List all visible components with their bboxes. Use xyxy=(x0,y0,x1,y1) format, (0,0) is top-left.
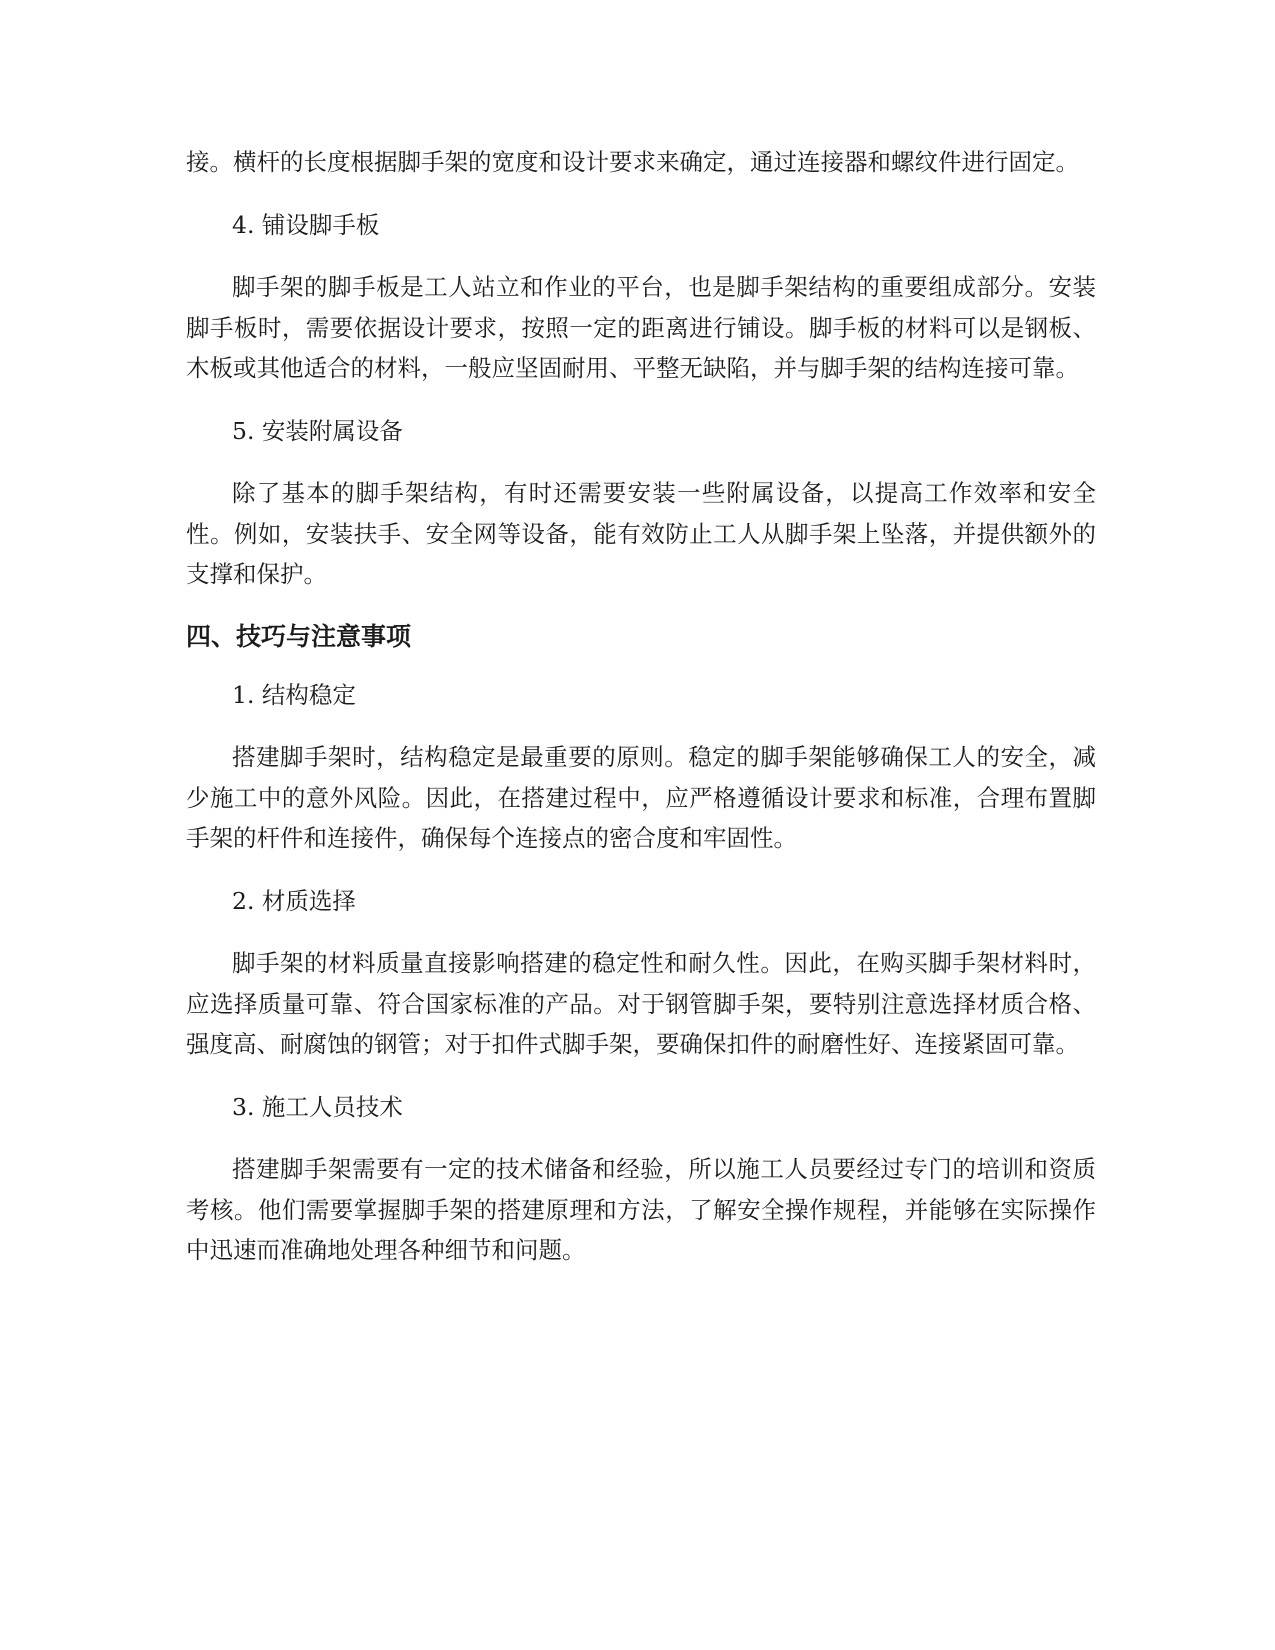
paragraph-accessories: 除了基本的脚手架结构，有时还需要安装一些附属设备，以提高工作效率和安全性。例如，安装扶手、安全网等设备，能有效防止工人从脚手架上坠落，并提供额外的支撑和保护。 xyxy=(186,479,1096,588)
paragraph-lay-boards: 脚手架的脚手板是工人站立和作业的平台，也是脚手架结构的重要组成部分。安装脚手板时，需要依据设计要求，按照一定的距离进行铺设。脚手板的材料可以是钢板、木板或其他适合的材料，一般应坚固耐用、平整无缺陷，并与脚手架的结构连接可靠。 xyxy=(186,273,1096,382)
paragraph-worker-skills: 搭建脚手架需要有一定的技术储备和经验，所以施工人员要经过专门的培训和资质考核。他们需要掌握脚手架的搭建原理和方法，了解安全操作规程，并能够在实际操作中迅速而准确地处理各种细节和问题。 xyxy=(186,1155,1096,1264)
subheading-5-accessories: 5. 安装附属设备 xyxy=(232,416,403,445)
subheading-material-selection: 2. 材质选择 xyxy=(232,886,356,915)
subheading-worker-skills: 3. 施工人员技术 xyxy=(232,1092,403,1121)
subheading-structure-stability: 1. 结构稳定 xyxy=(232,680,356,709)
section-heading-tips: 四、技巧与注意事项 xyxy=(186,621,412,651)
paragraph-material-selection: 脚手架的材料质量直接影响搭建的稳定性和耐久性。因此，在购买脚手架材料时，应选择质量可靠、符合国家标准的产品。对于钢管脚手架，要特别注意选择材质合格、强度高、耐腐蚀的钢管；对于扣件式脚手架，要确保扣件的耐磨性好、连接紧固可靠。 xyxy=(186,949,1096,1058)
paragraph-structure-stability: 搭建脚手架时，结构稳定是最重要的原则。稳定的脚手架能够确保工人的安全，减少施工中的意外风险。因此，在搭建过程中，应严格遵循设计要求和标准，合理布置脚手架的杆件和连接件，确保每个连接点的密合度和牢固性。 xyxy=(186,743,1096,852)
subheading-4-lay-boards: 4. 铺设脚手板 xyxy=(232,210,380,239)
paragraph-continued: 接。横杆的长度根据脚手架的宽度和设计要求来确定，通过连接器和螺纹件进行固定。 xyxy=(186,148,1079,176)
document-body xyxy=(186,142,1096,1293)
